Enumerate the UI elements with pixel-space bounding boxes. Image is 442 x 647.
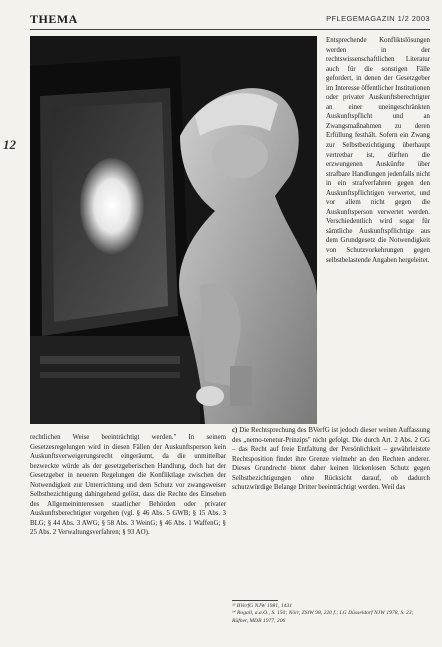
photo-caption: Das Zusammenspiel von Mensch und Maschine eine Quelle von Zwischenfällen [34, 394, 173, 410]
running-head: PFLEGEMAGAZIN 1/2 2003 [326, 14, 430, 23]
right-paragraph [232, 426, 430, 493]
section-label: c) [232, 427, 238, 434]
surgeon-monitor-photo [30, 36, 317, 424]
sidebar-paragraph: Entsprechende Konfliktslösungen werden in der rechtswissenschaftlichen Literatur auch für die sonstigen Fälle gefordert, in denen der Gesetzgeber im Interesse öffentlicher Institutionen oder privater Auskunftsberechtigter an einer uneingeschränkten Auskunftspflicht und an Zwangsmaßnahmen zu deren Erfüllung festhält. Sofern ein Zwang zur Selbstbezichtigung überhaupt vertretbar ist, dürften die erzwungenen Auskünfte über strafbare Handlungen jedenfalls nicht in ein strafverfahren gegen den Auskunftspflichtigen verwertet, und vor allem nicht gegen die Auskunftsperson verwertet werden. Verschiedentlich wird sogar für sämtliche Auskunftspflichtige aus dem Grundgesetz die Notwendigkeit von Schutzvorkehrungen gegen selbstbelastende Angaben hergeleitet. [326, 37, 430, 264]
page-header [30, 12, 430, 28]
right-paragraph-text: Die Rechtsprechung des BVerfG ist jedoch dieser weiten Auffassung des „nemo-tenetur-Prinzips" nicht gefolgt. Die durch Art. 2 Abs. 2 GG – das Recht auf freie Entfaltung der Persönlichkeit – gewährleistete Rechtsposition findet ihre Grenze vielmehr an den Rechten anderer. Dieses Grundrecht bietet daher keinen lückenlosen Schutz gegen Selbstbezichtigungen ohne Rücksicht darauf, ob dadurch schutzwürdige Belange Dritter beeinträchtigt werden. Weil das [232, 427, 430, 492]
footnote-rule [232, 600, 278, 601]
sidebar-column [326, 36, 430, 265]
brand-title: THEMA [30, 12, 78, 26]
header-rule [30, 29, 430, 30]
right-column [232, 426, 430, 493]
footnote-1: ¹³ BVerfG NJW 1981, 1431 [232, 603, 293, 609]
left-paragraph: rechtlichen Weise beeinträchtigt werden." In seinem Gesetzesregelungen wird in diesen Fällen der Auskunftsperson kein Auskunftsverweigerungsrecht eingeräumt, da die unmittelbar bezweckte würde als der gesetzgeberischen Handlung, doch hat der Gesetzgeber in neueren Regelungen die Konfliktlage zwischen der Notwendigkeit zur Unterrichtung und dem Schutz vor zwangsweiser Selbstbezichtigung dahingehend gelöst, dass die Rechte des Einsehen des Allgemeininteressen staatlicher Behörden oder privater Auskunftsberechtigter vorgehen (vgl. § 46 Abs. 5 GWB; § 15 Abs. 3 BLG; § 44 Abs. 3 AWG; § 58 Abs. 3 WeinG; § 46 Abs. 1 WaffenG; § 25 Abs. 2 Verwaltungsverfahren; § 93 AO). [30, 434, 226, 537]
page-number: 12 [3, 137, 16, 152]
left-column [30, 433, 226, 538]
footnote-2: ¹⁴ Rogall, a.a.O., S. 150; Nörr, ZStW 98, 220 f.; LG Düsseldorf NJW 1978, S. 23; Rüfner, MDR 1977, 206 [232, 610, 414, 624]
footnotes [232, 603, 430, 625]
